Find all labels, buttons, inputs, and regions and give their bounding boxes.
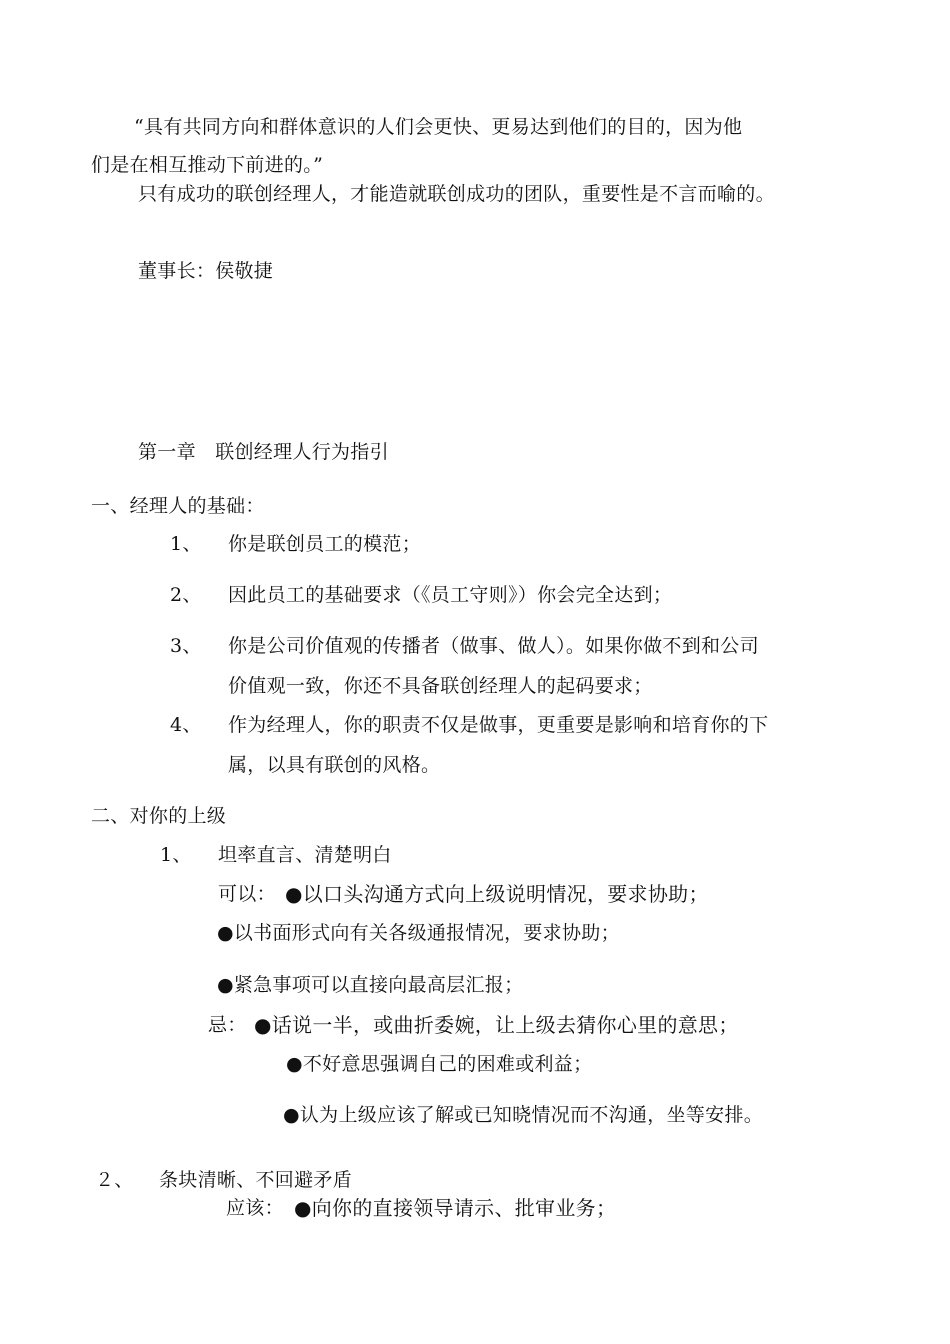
can-item-3: ●紧急事项可以直接向最高层汇报； bbox=[217, 974, 524, 996]
can-label: 可以： bbox=[218, 883, 276, 905]
section1-item3-text-line1: 你是公司价值观的传播者（做事、做人）。如果你做不到和公司 bbox=[228, 635, 759, 657]
can-item-1: ●以口头沟通方式向上级说明情况，要求协助； bbox=[285, 882, 709, 906]
statement-text: 只有成功的联创经理人，才能造就联创成功的团队，重要性是不言而喻的。 bbox=[138, 183, 775, 205]
avoid-item-3: ●认为上级应该了解或已知晓情况而不沟通，坐等安排。 bbox=[283, 1104, 764, 1126]
quote-line-1: “具有共同方向和群体意识的人们会更快、更易达到他们的目的，因为他 bbox=[134, 116, 743, 138]
section2-heading: 二、对你的上级 bbox=[91, 805, 227, 827]
section1-item4-text-line1: 作为经理人，你的职责不仅是做事，更重要是影响和培育你的下 bbox=[228, 714, 769, 736]
section1-item2-text: 因此员工的基础要求（《员工守则》）你会完全达到； bbox=[228, 584, 673, 606]
can-item-2: ●以书面形式向有关各级通报情况，要求协助； bbox=[217, 922, 620, 944]
section1-item1-number: 1、 bbox=[170, 533, 202, 555]
section1-heading: 一、经理人的基础： bbox=[91, 495, 265, 517]
section1-item3-text-line2: 价值观一致，你还不具备联创经理人的起码要求； bbox=[228, 675, 653, 697]
avoid-item-2: ●不好意思强调自己的困难或利益； bbox=[286, 1053, 593, 1075]
signature-text: 董事长：侯敬捷 bbox=[138, 260, 274, 282]
quote-line-2: 们是在相互推动下前进的。” bbox=[91, 154, 324, 176]
avoid-label: 忌： bbox=[208, 1014, 247, 1036]
section2-item1-title: 坦率直言、清楚明白 bbox=[218, 844, 392, 866]
section1-item1-text: 你是联创员工的模范； bbox=[228, 533, 422, 555]
section1-item4-text-line2: 属，以具有联创的风格。 bbox=[228, 754, 441, 776]
section2-item1-number: 1、 bbox=[160, 844, 192, 866]
section2-item2-title: 条块清晰、不回避矛盾 bbox=[159, 1169, 353, 1191]
section1-item3-number: 3、 bbox=[170, 635, 202, 657]
section1-item2-number: 2、 bbox=[170, 584, 202, 606]
section2-item2-number: ２、 bbox=[95, 1169, 134, 1191]
should-item-1: ●向你的直接领导请示、批审业务； bbox=[294, 1196, 617, 1220]
chapter-title: 第一章 联创经理人行为指引 bbox=[138, 441, 389, 463]
should-label: 应该： bbox=[226, 1197, 284, 1219]
section1-item4-number: 4、 bbox=[170, 714, 202, 736]
avoid-item-1: ●话说一半，或曲折委婉，让上级去猜你心里的意思； bbox=[254, 1013, 739, 1037]
